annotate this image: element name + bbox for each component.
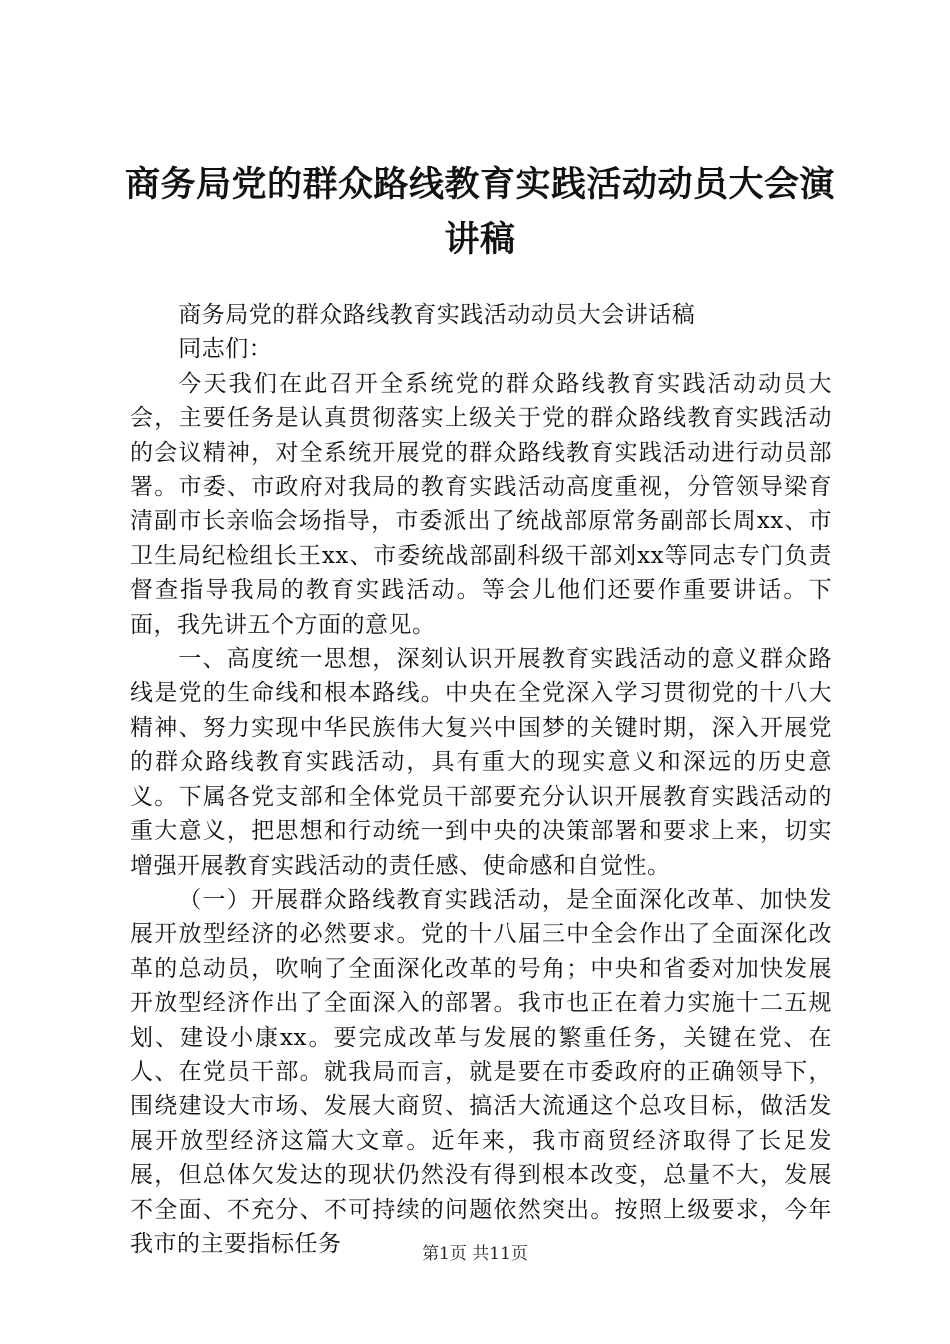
body-paragraph: 一、高度统一思想，深刻认识开展教育实践活动的意义群众路线是党的生命线和根本路线。中央在全党深入学习贯彻党的十八大精神、努力实现中华民族伟大复兴中国梦的关键时期，深入开展党的群众路线教育实践活动，具有重大的现实意义和深远的历史意义。下属各党支部和全体党员干部要充分认识开展教育实践活动的重大意义，把思想和行动统一到中央的决策部署和要求上来，切实增强开展教育实践活动的责任感、使命感和自觉性。 xyxy=(130,646,832,879)
body-paragraph: 今天我们在此召开全系统党的群众路线教育实践活动动员大会，主要任务是认真贯彻落实上级关于党的群众路线教育实践活动的会议精神，对全系统开展党的群众路线教育实践活动进行动员部署。市委、市政府对我局的教育实践活动高度重视，分管领导梁育清副市长亲临会场指导，市委派出了统战部原常务副部长周xx、市卫生局纪检组长王xx、市委统战部副科级干部刘xx等同志专门负责督查指导我局的教育实践活动。等会儿他们还要作重要讲话。下面，我先讲五个方面的意见。 xyxy=(130,370,832,638)
body-paragraph: （一）开展群众路线教育实践活动，是全面深化改革、加快发展开放型经济的必然要求。党的十八届三中全会作出了全面深化改革的总动员，吹响了全面深化改革的号角；中央和省委对加快发展开放型经济作出了全面深入的部署。我市也正在着力实施十二五规划、建设小康xx。要完成改革与发展的繁重任务，关键在党、在人、在党员干部。就我局而言，就是要在市委政府的正确领导下，围绕建设大市场、发展大商贸、搞活大流通这个总攻目标，做活发展开放型经济这篇大文章。近年来，我市商贸经济取得了长足发展，但总体欠发达的现状仍然没有得到根本改变，总量不大，发展不全面、不充分、不可持续的问题依然突出。按照上级要求，今年我市的主要指标任务 xyxy=(130,886,832,1257)
document-title: 商务局党的群众路线教育实践活动动员大会演讲稿 xyxy=(124,165,835,260)
salutation: 同志们： xyxy=(178,336,273,363)
document-body xyxy=(130,298,832,1261)
speech-subtitle: 商务局党的群众路线教育实践活动动员大会讲话稿 xyxy=(178,302,696,328)
page-indicator: 第1页 共11页 xyxy=(422,1244,528,1264)
